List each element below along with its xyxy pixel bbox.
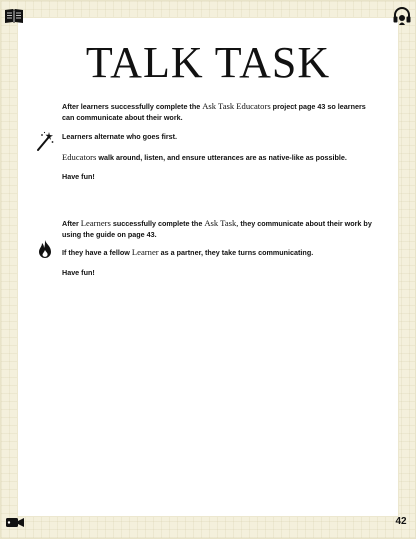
text-run: walk around, listen, and ensure utterances are as native-like as possible. <box>96 153 347 162</box>
book-icon <box>4 6 24 26</box>
section1-paragraph-3 <box>62 152 374 163</box>
flame-icon <box>37 239 53 259</box>
page-number: 42 <box>395 516 407 527</box>
text-run-serif: Learner <box>131 247 159 257</box>
section1-paragraph-4: Have fun! <box>62 172 95 181</box>
text-run-serif: Educators <box>62 152 97 162</box>
text-run: After learners successfully complete the <box>62 102 203 111</box>
text-run-serif: Learners <box>80 218 111 228</box>
text-run-serif: Ask Task, <box>204 218 239 228</box>
section1-paragraph-2: Learners alternate who goes first. <box>62 132 178 141</box>
section2-paragraph-3: Have fun! <box>62 268 95 277</box>
text-run: as a partner, they take turns communicating. <box>158 248 314 257</box>
section1-paragraph-1 <box>62 101 374 123</box>
section2-paragraph-2 <box>62 247 374 258</box>
text-run: project page 43 so learners can communicate about their work. <box>62 102 366 122</box>
headset-icon <box>392 6 412 26</box>
text-run: successfully complete the <box>110 219 205 228</box>
magic-wand-icon <box>36 131 54 151</box>
video-camera-icon <box>5 515 25 529</box>
page-title: TALK TASK <box>85 38 331 87</box>
text-run: If they have a fellow <box>62 248 132 257</box>
text-run: they communicate about their work by using the guide on page 43. <box>62 219 372 239</box>
text-run: After <box>62 219 81 228</box>
text-run-serif: Ask Task Educators <box>202 101 271 111</box>
section2-paragraph-1 <box>62 218 374 240</box>
